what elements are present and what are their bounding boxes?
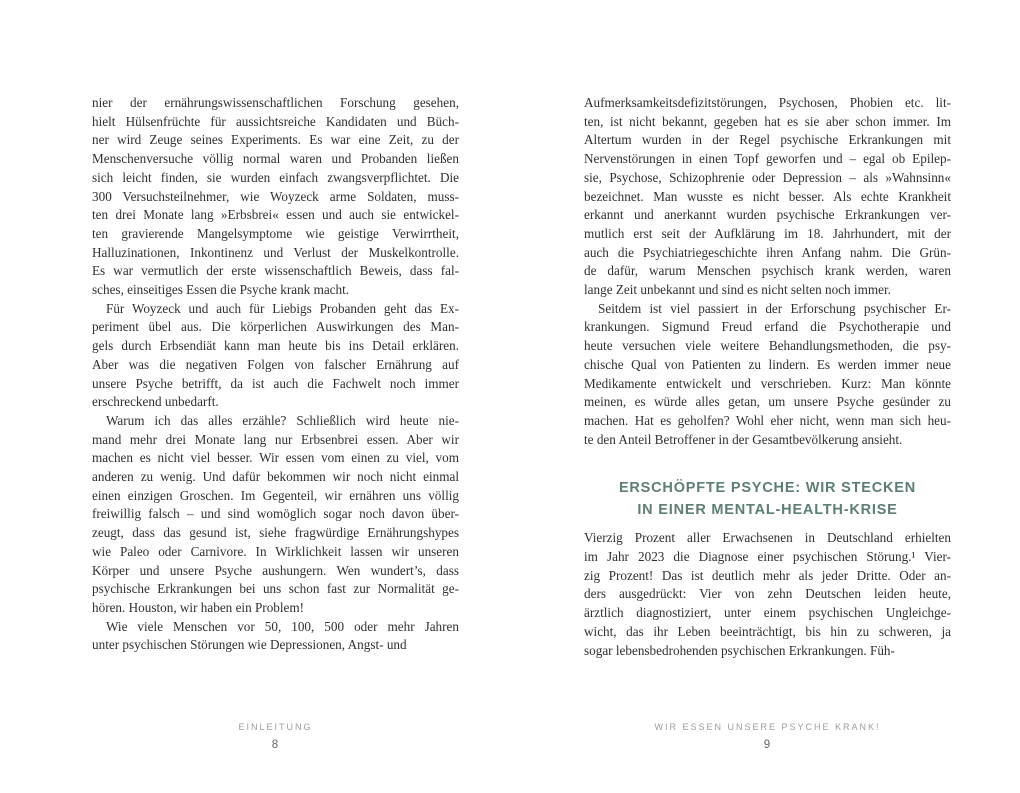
text-line: sie, Psychose, Schizophrenie oder Depression – als »Wahnsinn« <box>584 169 951 185</box>
text-line: lange Zeit unbekannt und sind es nicht selten noch immer. <box>584 282 891 298</box>
text-line: Wie viele Menschen vor 50, 100, 500 oder mehr Jahren <box>106 618 459 634</box>
text-line: Vierzig Prozent aller Erwachsenen in Deutschland erhielten <box>584 530 951 546</box>
paragraph <box>584 529 951 660</box>
right-page <box>584 94 951 660</box>
text-line: erschreckend unbedarft. <box>92 394 219 410</box>
paragraph <box>92 412 459 618</box>
text-line: erkannt und anerkannt wurden psychische Erkrankungen ver- <box>584 207 951 223</box>
section-heading-line-2: IN EINER MENTAL-HEALTH-KRISE <box>637 502 898 519</box>
text-line: Für Woyzeck und auch für Liebigs Probanden geht das Ex- <box>106 300 459 316</box>
text-line: Menschenversuche völlig normal waren und Probanden ließen <box>92 151 459 167</box>
text-line: im Jahr 2023 die Diagnose einer psychischen Störung.¹ Vier- <box>584 549 951 565</box>
text-line: ärztlich diagnostiziert, unter einem psychischen Ungleichge- <box>584 605 951 621</box>
text-line: hielt Hülsenfrüchte für aussichtsreiche Kandidaten und Büch- <box>92 113 459 129</box>
text-line: sogar lebensbedrohenden psychischen Erkrankungen. Füh- <box>584 642 895 658</box>
text-line: krankungen. Sigmund Freud erfand die Psychotherapie und <box>584 319 951 335</box>
text-line: hören. Houston, wir haben ein Problem! <box>92 599 305 615</box>
text-line: Nervenstörungen in einen Topf geworfen und – egal ob Epilep- <box>584 151 951 167</box>
paragraph <box>92 618 459 655</box>
paragraph <box>92 94 459 300</box>
text-line: machen. Hat es geholfen? Wohl eher nicht, wenn man sich heu- <box>584 412 951 428</box>
text-line: zeugt, dass das gesund ist, siehe fragwürdige Ernährungshypes <box>92 525 459 541</box>
text-line: te den Anteil Betroffener in der Gesamtbevölkerung ansieht. <box>584 431 903 447</box>
running-head-left: EINLEITUNG <box>238 722 313 732</box>
text-line: machen es nicht viel besser. Wir essen vom einen zu viel, vom <box>92 450 459 466</box>
text-line: Seitdem ist viel passiert in der Erforschung psychischer Er- <box>598 300 951 316</box>
text-line: Altertum wurden in der Regel psychische Erkrankungen mit <box>584 132 951 148</box>
page-number-left: 8 <box>271 739 280 751</box>
text-line: wicht, das ihr Leben beeinträchtigt, bis hin zu schweren, ja <box>584 623 951 639</box>
paragraph <box>584 94 951 300</box>
left-page-footer <box>92 722 459 751</box>
text-line: freiwillig falsch – und sind womöglich sogar noch davon über- <box>92 506 459 522</box>
section-heading-line-1: ERSCHÖPFTE PSYCHE: WIR STECKEN <box>618 480 917 497</box>
right-page-body-bottom <box>584 529 951 660</box>
text-line: sich leicht finden, sie wurden einfach zwangsverpflichtet. Die <box>92 169 459 185</box>
text-line: sches, einseitiges Essen die Psyche krank macht. <box>92 282 350 298</box>
text-line: unter psychischen Störungen wie Depressionen, Angst- und <box>92 637 407 653</box>
text-line: ten drei Monate lang »Erbsbrei« essen und auch sie entwickel- <box>92 207 459 223</box>
text-line: unsere Psyche betrifft, da ist auch die Fachwelt noch immer <box>92 375 459 391</box>
text-line: gels durch Erbsendiät kann man heute bis ins Detail erklären. <box>92 338 459 354</box>
text-line: periment übel aus. Die körperlichen Auswirkungen des Man- <box>92 319 459 335</box>
text-line: Medikamente entwickelt und verschrieben. Kurz: Man könnte <box>584 375 951 391</box>
section-heading <box>584 477 951 521</box>
right-page-footer <box>584 722 951 751</box>
right-page-body-top <box>584 94 951 449</box>
text-line: mand mehr drei Monate lang nur Erbsenbrei essen. Aber wir <box>92 431 459 447</box>
page-number-right: 9 <box>763 739 772 751</box>
text-line: chische Qual von Patienten zu lindern. Es werden immer neue <box>584 356 951 372</box>
text-line: wie Paleo oder Carnivore. In Wirklichkeit lassen wir unseren <box>92 543 459 559</box>
text-line: ten gravierende Mangelsymptome wie geistige Verwirrtheit, <box>92 225 459 241</box>
running-head-right: WIR ESSEN UNSERE PSYCHE KRANK! <box>654 722 881 732</box>
text-line: auch die Psychiatriegeschichte ihren Anfang nahm. Die Grün- <box>584 244 951 260</box>
text-line: mutlich erst seit der Aufklärung im 18. Jahrhundert, mit der <box>584 225 951 241</box>
text-line: Warum ich das alles erzähle? Schließlich wird heute nie- <box>106 412 459 428</box>
text-line: psychische Erkrankungen bei uns schon fast zur Normalität ge- <box>92 581 459 597</box>
text-line: meinen, es würde alles getan, um unsere Psyche gesünder zu <box>584 394 951 410</box>
left-page-body <box>92 94 459 655</box>
text-line: ders ausgedrückt: Vier von zehn Deutschen leiden heute, <box>584 586 951 602</box>
text-line: de dafür, warum Menschen psychisch krank werden, waren <box>584 263 951 279</box>
text-line: Es war vermutlich der erste wissenschaftlich Beweis, dass fal- <box>92 263 459 279</box>
paragraph <box>584 300 951 450</box>
text-line: bezeichnet. Man wusste es nicht besser. Als echte Krankheit <box>584 188 951 204</box>
text-line: Körper und unsere Psyche aushungern. Wen wundert’s, dass <box>92 562 459 578</box>
text-line: einen einzigen Groschen. Im Gegenteil, wir ernähren uns völlig <box>92 487 459 503</box>
text-line: nier der ernährungswissenschaftlichen Forschung gesehen, <box>92 95 459 110</box>
left-page <box>92 94 459 655</box>
text-line: ten, ist nicht bekannt, gegeben hat es sie aber schon immer. Im <box>584 113 951 129</box>
text-line: Halluzinationen, Inkontinenz und Verlust der Muskelkontrolle. <box>92 244 459 260</box>
text-line: zig Prozent! Das ist deutlich mehr als jeder Dritte. Oder an- <box>584 567 951 583</box>
text-line: heute versuchen viele weitere Behandlungsmethoden, die psy- <box>584 338 951 354</box>
text-line: 300 Versuchsteilnehmer, wie Woyzeck arme Soldaten, muss- <box>92 188 459 204</box>
text-line: anderen zu wenig. Und dafür bekommen wir noch nicht einmal <box>92 469 459 485</box>
text-line: ner wird Zeuge seines Experiments. Es war eine Zeit, zu der <box>92 132 459 148</box>
text-line: Aufmerksamkeitsdefizitstörungen, Psychosen, Phobien etc. lit- <box>584 95 951 110</box>
paragraph <box>92 300 459 412</box>
text-line: Aber was die negativen Folgen von falscher Ernährung auf <box>92 356 459 372</box>
